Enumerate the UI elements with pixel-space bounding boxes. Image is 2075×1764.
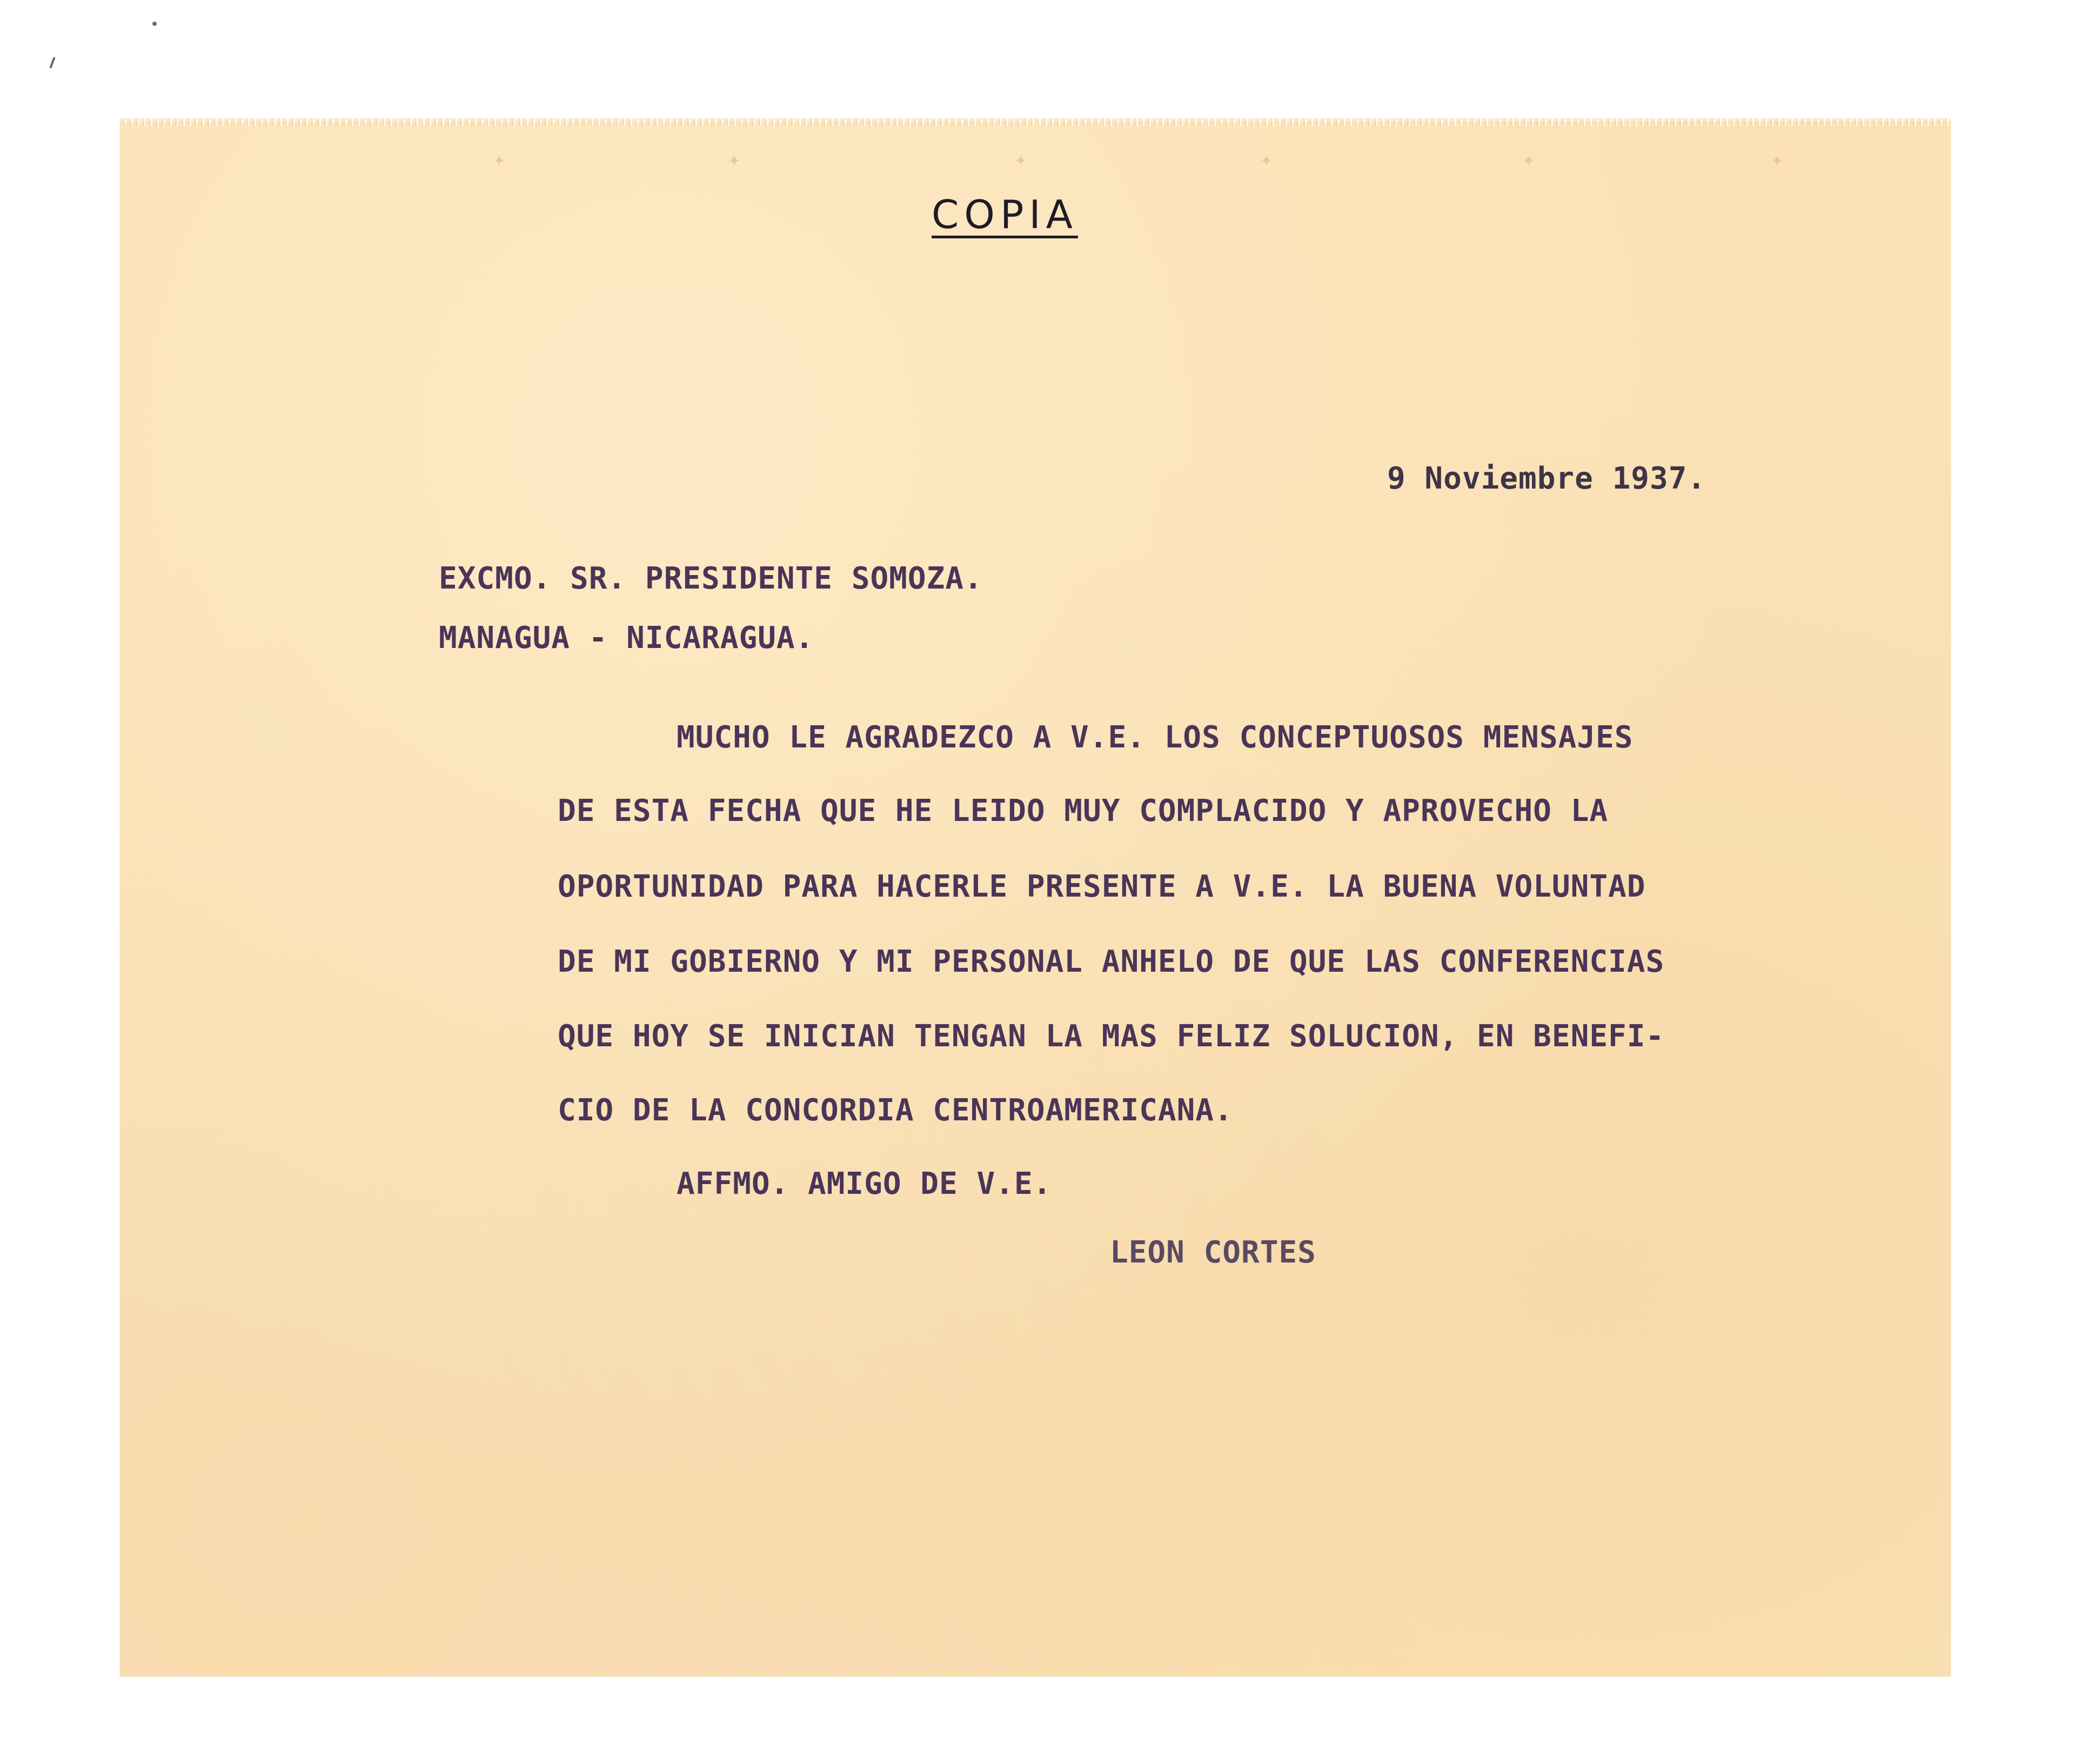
- punch-mark: ✦: [493, 152, 506, 170]
- recipient-line-2: MANAGUA - NICARAGUA.: [439, 620, 814, 656]
- letter-signature: LEON CORTES: [1110, 1235, 1316, 1270]
- body-line: DE ESTA FECHA QUE HE LEIDO MUY COMPLACIDO Y APROVECHO LA: [558, 793, 1609, 828]
- body-line: DE MI GOBIERNO Y MI PERSONAL ANHELO DE QUE LAS CONFERENCIAS: [558, 944, 1665, 979]
- body-line: MUCHO LE AGRADEZCO A V.E. LOS CONCEPTUOSOS MENSAJES: [677, 720, 1634, 755]
- document-heading: COPIA: [932, 192, 1078, 237]
- letter-date: 9 Noviembre 1937.: [1387, 461, 1706, 496]
- punch-mark: ✦: [1771, 152, 1784, 170]
- letter-closing: AFFMO. AMIGO DE V.E.: [677, 1166, 1052, 1201]
- body-line: QUE HOY SE INICIAN TENGAN LA MAS FELIZ SOLUCION, EN BENEFI-: [558, 1019, 1665, 1054]
- body-line: OPORTUNIDAD PARA HACERLE PRESENTE A V.E. LA BUENA VOLUNTAD: [558, 869, 1646, 904]
- punch-mark: ✦: [1014, 152, 1027, 170]
- dust-speck: [152, 22, 157, 26]
- punch-mark: ✦: [728, 152, 741, 170]
- dust-speck: [49, 57, 55, 69]
- torn-top-edge: [120, 118, 1951, 126]
- body-line: CIO DE LA CONCORDIA CENTROAMERICANA.: [558, 1093, 1233, 1128]
- letter-paper: [120, 122, 1951, 1676]
- recipient-line-1: EXCMO. SR. PRESIDENTE SOMOZA.: [439, 561, 983, 596]
- punch-mark: ✦: [1522, 152, 1535, 170]
- punch-mark: ✦: [1260, 152, 1273, 170]
